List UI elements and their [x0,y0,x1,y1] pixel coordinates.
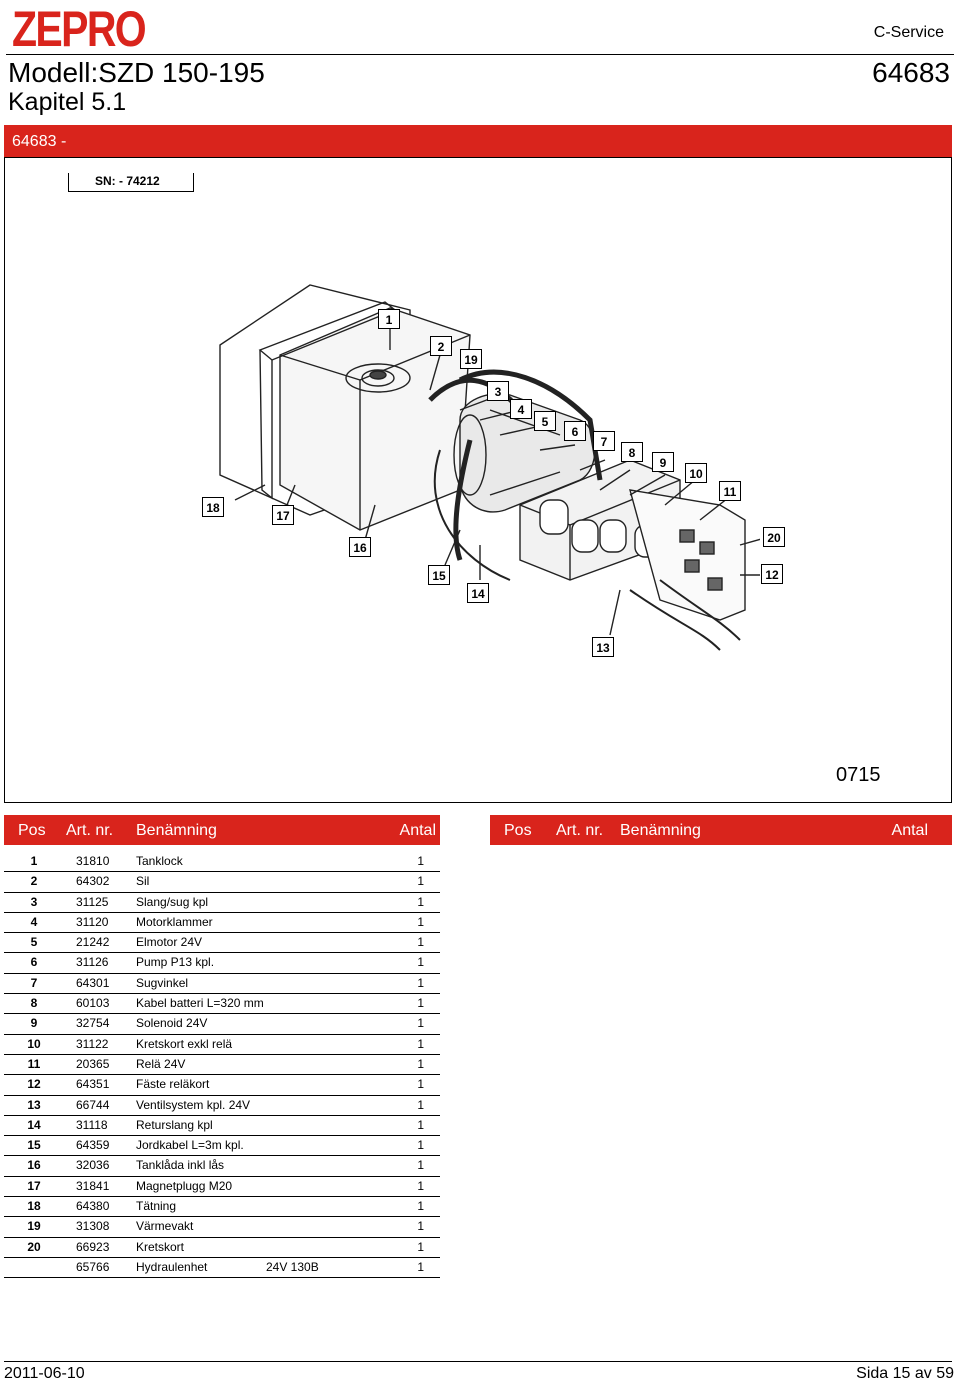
row-benamning: Kretskort exkl relä [136,1036,233,1051]
row-antal: 1 [417,1239,424,1254]
callout-5: 5 [534,411,556,431]
callout-2: 2 [430,336,452,356]
row-art-nr: 20365 [76,1056,110,1071]
row-art-nr: 66923 [76,1239,110,1254]
row-art-nr: 65766 [76,1259,110,1274]
callout-20: 20 [763,527,785,547]
row-benamning: Returslang kpl [136,1117,213,1132]
document-number: 64683 [872,57,950,88]
table-row [4,1136,440,1156]
row-pos: 7 [30,975,38,990]
row-benamning: Sugvinkel [136,975,189,990]
row-pos: 3 [30,894,38,909]
footer-divider [4,1361,952,1362]
callout-6: 6 [564,421,586,441]
table-row [4,1258,440,1278]
row-pos: 16 [27,1158,41,1173]
row-antal: 1 [417,914,424,929]
header-divider [6,54,954,55]
row-antal: 1 [417,1056,424,1071]
callout-13: 13 [592,637,614,657]
header-antal: Antal [399,822,436,839]
row-antal: 1 [417,955,424,970]
table-row [4,872,440,892]
row-art-nr: 60103 [76,996,110,1011]
table-row [4,1075,440,1095]
row-art-nr: 32036 [76,1158,110,1173]
table-row [4,1156,440,1176]
table-row [4,1055,440,1075]
row-antal: 1 [417,1077,424,1092]
parts-table [4,852,440,1278]
row-art-nr: 64359 [76,1138,110,1153]
parts-table-header-right [490,815,952,845]
row-antal: 1 [417,1117,424,1132]
row-art-nr: 31308 [76,1219,110,1234]
row-benamning: Värmevakt [136,1219,194,1234]
row-benamning: Kabel batteri L=320 mm [136,996,264,1011]
row-benamning: Ventilsystem kpl. 24V [136,1097,251,1112]
row-benamning: Kretskort [136,1239,185,1254]
row-art-nr: 64302 [76,874,110,889]
row-benamning: Magnetplugg M20 [136,1178,233,1193]
callout-11: 11 [719,481,741,501]
table-row [4,974,440,994]
header-pos: Pos [18,822,46,839]
footer-date: 2011-06-10 [4,1365,85,1382]
callout-8: 8 [621,442,643,462]
figure-code: 0715 [836,764,881,786]
row-benamning: Tanklock [136,854,183,868]
row-art-nr: 66744 [76,1097,110,1112]
row-antal: 1 [417,1158,424,1173]
row-antal: 1 [417,975,424,990]
row-pos: 13 [27,1097,41,1112]
row-art-nr: 31120 [76,914,109,929]
row-benamning: Hydraulenhet [136,1259,208,1274]
callout-17: 17 [272,505,294,525]
row-benamning-extra: 24V 130B [266,1259,319,1274]
header-pos: Pos [504,822,532,839]
row-art-nr: 31810 [76,854,110,868]
row-art-nr: 31125 [76,894,109,909]
row-benamning: Pump P13 kpl. [136,955,215,970]
row-art-nr: 21242 [76,935,110,950]
table-row [4,1116,440,1136]
table-row [4,1014,440,1034]
callout-4: 4 [510,399,532,419]
row-antal: 1 [417,1138,424,1153]
row-antal: 1 [417,1178,424,1193]
callout-12: 12 [761,564,783,584]
table-row [4,933,440,953]
row-art-nr: 31126 [76,955,109,970]
callout-7: 7 [593,431,615,451]
row-art-nr: 64301 [76,975,110,990]
row-pos: 4 [30,914,38,929]
row-benamning: Jordkabel L=3m kpl. [136,1138,244,1153]
row-pos: 20 [27,1239,41,1254]
table-row [4,1238,440,1258]
row-antal: 1 [417,874,424,889]
row-art-nr: 31118 [76,1117,108,1132]
zepro-logo: ZEPRO [12,1,146,57]
row-pos: 2 [30,874,38,889]
table-row [4,1197,440,1217]
row-benamning: Tanklåda inkl lås [136,1158,225,1173]
table-row [4,1217,440,1237]
header-art: Art. nr. [66,822,114,839]
parts-table-header-left [4,815,440,845]
header-ben: Benämning [136,822,217,839]
row-pos: 8 [30,996,38,1011]
callout-9: 9 [652,452,674,472]
row-benamning: Slang/sug kpl [136,894,209,909]
row-pos: 12 [27,1077,41,1092]
row-art-nr: 64380 [76,1199,110,1214]
row-pos: 1 [30,854,38,868]
footer-page: Sida 15 av 59 [856,1365,954,1382]
service-label: C-Service [873,24,944,41]
table-row [4,913,440,933]
row-benamning: Motorklammer [136,914,213,929]
row-pos: 6 [30,955,38,970]
callout-19: 19 [460,349,482,369]
row-art-nr: 31122 [76,1036,109,1051]
row-art-nr: 32754 [76,1016,110,1031]
serial-number-label: SN: - 74212 [68,173,194,192]
row-pos: 9 [30,1016,38,1031]
row-pos: 5 [30,935,38,950]
callout-16: 16 [349,537,371,557]
callout-18: 18 [202,497,224,517]
model-title: Modell:SZD 150-195 [8,57,265,88]
row-antal: 1 [417,1199,424,1214]
row-art-nr: 31841 [76,1178,110,1193]
callout-15: 15 [428,565,450,585]
row-benamning: Sil [136,874,150,889]
row-pos: 17 [27,1178,41,1193]
row-pos: 15 [27,1138,41,1153]
row-benamning: Solenoid 24V [136,1016,208,1031]
row-art-nr: 64351 [76,1077,110,1092]
row-pos: 19 [27,1219,41,1234]
row-pos: 18 [27,1199,41,1214]
table-row [4,1096,440,1116]
row-pos: 11 [27,1056,41,1071]
callout-3: 3 [487,381,509,401]
header-antal: Antal [891,822,928,839]
row-antal: 1 [417,1259,424,1274]
table-row [4,994,440,1014]
row-benamning: Elmotor 24V [136,935,203,950]
row-antal: 1 [417,1016,424,1031]
row-antal: 1 [417,996,424,1011]
table-row [4,893,440,913]
row-antal: 1 [417,1219,424,1234]
header-ben: Benämning [620,822,701,839]
callout-10: 10 [685,463,707,483]
row-antal: 1 [417,935,424,950]
row-pos: 14 [27,1117,41,1132]
chapter-title: Kapitel 5.1 [8,88,127,116]
callout-1: 1 [378,309,400,329]
section-bar: 64683 - [4,125,952,157]
row-antal: 1 [417,854,424,868]
row-benamning: Fäste reläkort [136,1077,210,1092]
table-row [4,1035,440,1055]
table-row [4,1177,440,1197]
table-row [4,953,440,973]
row-antal: 1 [417,1036,424,1051]
row-benamning: Tätning [136,1199,177,1214]
header-art: Art. nr. [556,822,604,839]
row-pos: 10 [27,1036,41,1051]
row-antal: 1 [417,894,424,909]
row-benamning: Relä 24V [136,1056,186,1071]
callout-14: 14 [467,583,489,603]
table-row [4,852,440,872]
row-antal: 1 [417,1097,424,1112]
